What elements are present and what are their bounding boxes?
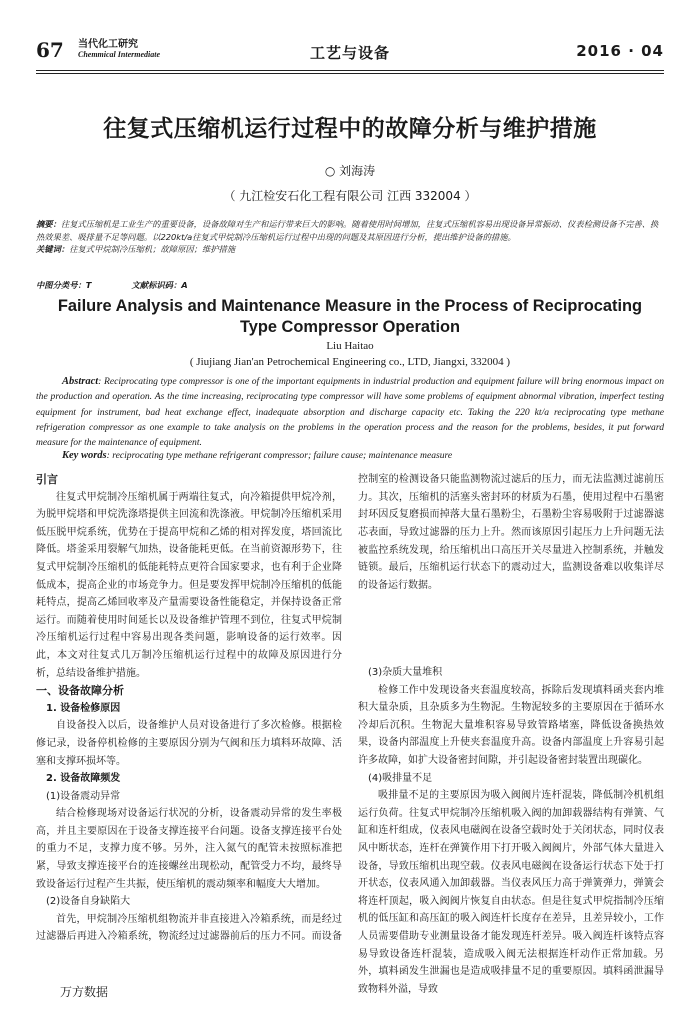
class-label: 中图分类号：	[36, 280, 86, 290]
page-number: 67	[36, 38, 64, 62]
english-keywords-text: : reciprocating type methane refrigerant compressor; failure cause; maintenance measure	[106, 450, 453, 461]
doccode-value: A	[181, 280, 188, 290]
doccode-label: 文献标识码：	[131, 280, 182, 290]
page-header	[36, 36, 664, 66]
intro-heading: 引言	[36, 473, 58, 486]
english-affiliation: ( Jiujiang Jian'an Petrochemical Engineering co., LTD, Jiangxi, 332004 )	[189, 356, 511, 368]
keywords-line	[36, 243, 664, 256]
english-keywords-label: Key words	[62, 450, 107, 461]
abstract-paragraph	[36, 218, 664, 243]
article-author: ○ 刘海涛	[324, 164, 376, 178]
keywords-text: 往复式甲烷制冷压缩机；故障原因；维护措施	[69, 244, 236, 255]
item-1-paragraph: 结合检修现场对设备运行状况的分析，设备震动异常的发生率极高，并且主要原因在于设备支撑连接平台问题。设备支撑连接平台处的重力不足，支撑力度不够。另外，注入氮气的配管未按照标准把紧，导致支撑连接平台的连接螺丝出现松动，配管受力不均，最终导致设备运行过程产生共振，使压缩机的震动频率和幅度大大增加。	[36, 808, 342, 890]
english-author: Liu Haitao	[326, 340, 374, 352]
item-2-heading: (2)设备自身缺陷大	[46, 896, 131, 908]
body-column-right	[358, 471, 664, 998]
item-1-heading: (1)设备震动异常	[46, 790, 121, 802]
keywords-label: 关键词：	[36, 244, 70, 255]
footer-watermark: 万方数据	[60, 985, 109, 999]
section-name: 工艺与设备	[309, 44, 390, 62]
abstract-text: 往复式压缩机是工业生产的重要设备，设备故障对生产和运行带来巨大的影响。随着使用时间增加，往复式压缩机容易出现设备异常振动、仪表检测设备不完善、换热效果差、吸排量不足等问题。以220kt/a往复式甲烷制冷压缩机运行过程中出现的问题及其原因进行分析，提出维护设备的措施。	[36, 219, 659, 242]
english-abstract-label: Abstract	[62, 376, 99, 387]
subsection-1-heading: 1. 设备检修原因	[46, 702, 121, 714]
subsection-1-paragraph: 自设备投入以后，设备维护人员对设备进行了多次检修。根据检修记录，设备停机检修的主要原因分别为气阀和压力填料环故障、活塞和支撑环损坏等。	[36, 720, 342, 767]
english-keywords	[62, 450, 662, 461]
english-title-line-1: Failure Analysis and Maintenance Measure in the Process of Reciprocating	[57, 297, 643, 315]
item-3-heading: (3)杂质大量堆积	[368, 667, 443, 678]
item-2-paragraph-part-1: 首先，甲烷制冷压缩机组物流并非直接进入冷箱系统，而是经过过滤器后再进入冷箱系统，物流经过过滤器前后的压力不同。而设备	[36, 913, 342, 943]
class-value: T	[85, 280, 92, 290]
subsection-2-heading: 2. 设备故障频发	[46, 773, 121, 785]
journal-name-cn: 当代化工研究	[78, 39, 138, 50]
item-4-heading: (4)吸排量不足	[368, 772, 433, 784]
header-rule-thin	[36, 73, 664, 74]
item-2-paragraph-continued	[358, 471, 664, 664]
english-abstract	[36, 374, 664, 450]
chinese-abstract	[36, 218, 664, 256]
header-rule	[36, 70, 664, 71]
item-3-paragraph: 检修工作中发现设备夹套温度较高，拆除后发现填料函夹套内堆积大量杂质，且杂质多为生物泥。生物泥较多的主要原因在于循环水冷却后沉积。生物泥大量堆积容易导致管路堵塞，降低设备换热效果，设备内部温度上升使夹套温度升高。设备内部温度上升容易引起许多故障，如扩大设备密封间隙，并引起设备密封装置出现碳化。	[358, 684, 664, 766]
english-title	[30, 296, 670, 338]
english-title-line-2: Type Compressor Operation	[239, 318, 461, 336]
item-4-paragraph: 吸排量不足的主要原因为吸入阀阀片连杆混装，降低制冷机机组运行负荷。往复式甲烷制冷压缩机吸入阀的加卸载器结构有弹簧、气缸和连杆组成，仪表风电磁阀在设备空载时处于关闭状态，同时仪表风中断状态，连杆在弹簧作用下打开吸入阀阀片，外部气体大量进入设备，导致压缩机出现空载。仪表风电磁阀在设备运行状态下处于打开状态，仪表风通入加卸载器。当仪表风压力高于弹簧弹力，弹簧会将连杆顶起，吸入阀阀片恢复自由状态。但是往复式甲烷指制冷压缩机的低压缸和高压缸的吸入阀连杆长度存在差异，且差异较小，工作人员需要借助专业测量设备才能发现连杆差异。吸入阀连杆该特点容易导致设备连杆混装，造成吸入阀无法根据连杆动作正常加载。另外，填料函发生泄漏也是造成吸排量不足的重要原因。填料函泄漏导致物料外溢，导致	[358, 790, 664, 995]
issue-number: 2016 · 04	[576, 42, 664, 60]
body-column-left	[36, 471, 342, 946]
section-1-heading: 一、设备故障分析	[36, 684, 124, 698]
classification-line	[36, 279, 664, 291]
english-abstract-text: : Reciprocating type compressor is one of the important equipments in industrial production and equipment failure will bring enormous impact on the production and operation. As the time increasing, reciprocating type compressor will have some problems of equipment abnormal vibration, imperfect testing equipment for instrument, bad heat exchange effect, inadequate absorption and discharge capacity etc. Taking the 220 kt/a reciprocating type methane refrigeration compressor as one example to take analysis on the problems in the operation process and the reason for the problems, besides, it put forward measure for the maintenance of equipment.	[36, 376, 664, 449]
intro-paragraph: 往复式甲烷制冷压缩机属于两端往复式，向冷箱提供甲烷冷剂，为脱甲烷塔和甲烷洗涤塔提供主回流和洗涤液。甲烷制冷压缩机采用低压脱甲烷系统，优势在于提高甲烷和乙烯的相对挥发度，塔回流比降低。塔釜采用裂解气加热，设备能耗更低。在当前资源形势下，往复式甲烷制冷压缩机的低能耗特点更符合国家要求，也有利于企业降低成本，提高企业的市场竞争力。但是要发挥甲烷制冷压缩机的低能耗特点，提高乙烯回收率及产量需要设备性能稳定，并保持设备正常运行。而随着使用时间延长以及设备维护管理不到位，往复式甲烷制冷压缩机运行过程中容易出现各类问题，影响设备的运行效率。因此，本文对往复式几万制冷压缩机运行过程中的故障及原因进行分析，总结设备维护措施。	[36, 491, 342, 679]
abstract-label: 摘要：	[36, 219, 61, 229]
article-affiliation: （ 九江检安石化工程有限公司 江西 332004 ）	[223, 189, 477, 203]
journal-name-en: Chemmical Intermediate	[78, 49, 160, 59]
item-2-continued-text: 控制室的检测设备只能监测物流过滤后的压力，而无法监测过滤前压力。其次，压缩机的活塞头密封环的材质为石墨，使用过程中石墨密封环因反复磨损而掉落大量石墨粉尘，石墨粉尘容易吸附于过滤器滤芯表面，导致过滤器的压力上升。然而该原因引起压力上升问题无法被监控系统发现，给压缩机出口高压开关尽量进入控制系统，并触发链锁。最后，压缩机运行状态下的震动过大，监测设备难以收集详尽的设备运行数据。	[358, 474, 664, 591]
article-title: 往复式压缩机运行过程中的故障分析与维护措施	[103, 116, 597, 142]
